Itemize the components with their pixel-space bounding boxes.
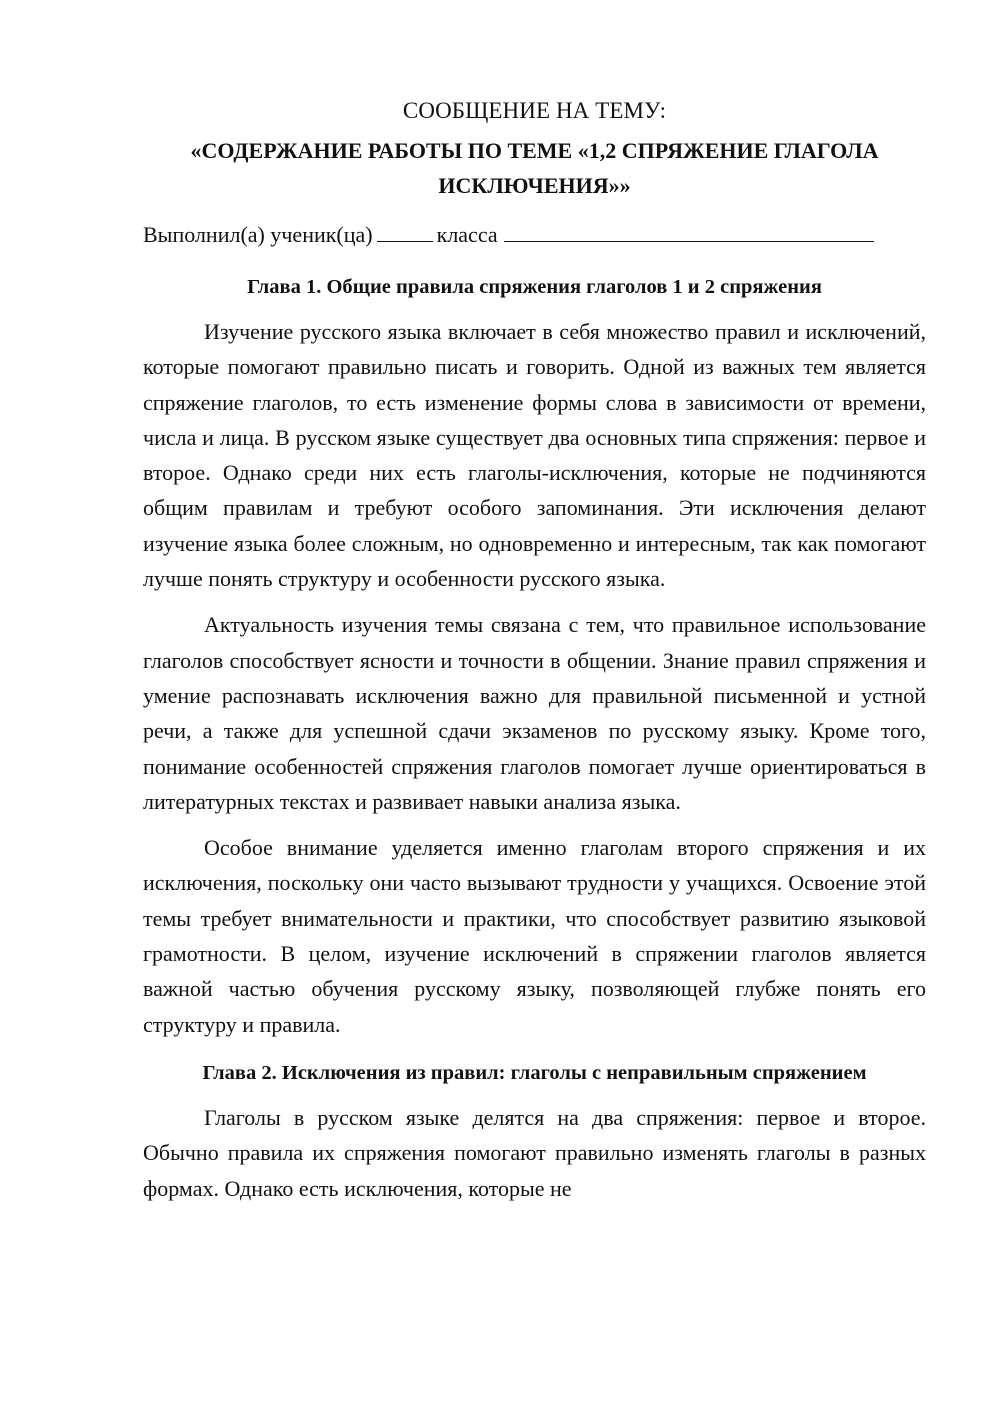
chapter-1-paragraph: Особое внимание уделяется именно глаголам второго спряжения и их исключения, поскольку они часто вызывают трудности у учащихся. Освоение этой темы требует внимательности и практики, что способствует развитию языковой грамотности. В целом, изучение исключений в спряжении глаголов является важной частью обучения русскому языку, позволяющей глубже понять его структуру и правила. [143,835,926,1037]
chapter-1-paragraph: Изучение русского языка включает в себя множество правил и исключений, которые помогают правильно писать и говорить. Одной из важных тем является спряжение глаголов, то есть изменение формы слова в зависимости от времени, числа и лица. В русском языке существует два основных типа спряжения: первое и второе. Однако среди них есть глаголы-исключения, которые не подчиняются общим правилам и требуют особого запоминания. Эти исключения делают изучение языка более сложным, но одновременно и интересным, так как помогают лучше понять структуру и особенности русского языка. [143,319,926,592]
performer-line [143,218,926,252]
chapter-1-paragraph: Актуальность изучения темы связана с тем, что правильное использование глаголов способствует ясности и точности в общении. Знание правил спряжения и умение распознавать исключения важно для правильной письменной и устной речи, а также для успешной сдачи экзаменов по русскому языку. Кроме того, понимание особенностей спряжения глаголов помогает лучше ориентироваться в литературных текстах и развивает навыки анализа языка. [143,612,926,814]
chapter-1-heading: Глава 1. Общие правила спряжения глаголов 1 и 2 спряжения [247,276,822,298]
document-header: СООБЩЕНИЕ НА ТЕМУ: [402,98,667,123]
chapter-2-paragraph: Глаголы в русском языке делятся на два спряжения: первое и второе. Обычно правила их спряжения помогают правильно изменять глаголы в разных формах. Однако есть исключения, которые не [143,1104,926,1201]
chapter-2-heading: Глава 2. Исключения из правил: глаголы с неправильным спряжением [202,1061,867,1084]
document-title: «СОДЕРЖАНИЕ РАБОТЫ ПО ТЕМЕ «1,2 СПРЯЖЕНИЕ ГЛАГОЛА ИСКЛЮЧЕНИЯ»» [190,138,879,198]
class-number-blank [377,219,433,242]
performer-class-label: класса [436,222,498,247]
performer-student-label: Выполнил(а) ученик(ца) [143,222,373,247]
student-name-blank [504,219,874,242]
